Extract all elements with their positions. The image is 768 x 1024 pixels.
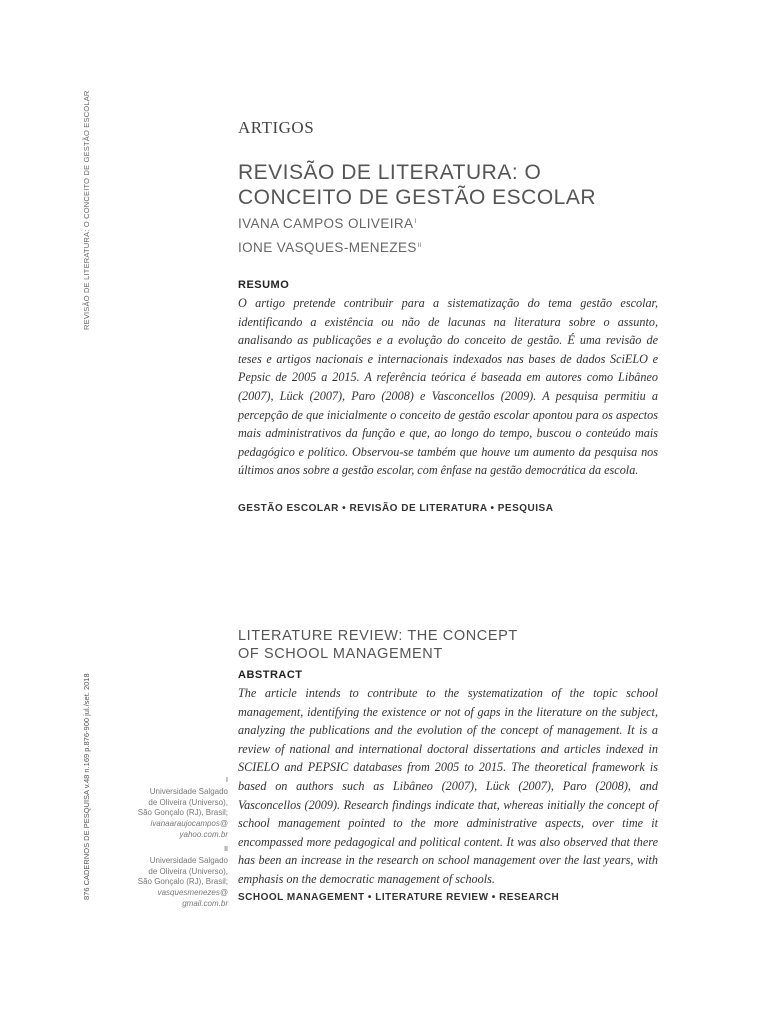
author-1-mark: I — [414, 218, 417, 225]
affiliation-1 — [110, 776, 228, 841]
affiliation-2-line1: Universidade Salgado — [149, 855, 228, 865]
title-en-line2: OF SCHOOL MANAGEMENT — [238, 646, 443, 662]
affiliation-2-line2: de Oliveira (Universo), — [148, 866, 228, 876]
affiliation-1-email-part2: yahoo.com.br — [179, 829, 228, 839]
resumo-keywords: GESTÃO ESCOLAR • REVISÃO DE LITERATURA • PESQUISA — [238, 503, 554, 514]
author-1-name: IVANA CAMPOS OLIVEIRA — [238, 216, 414, 231]
journal-info: 876 CADERNOS DE PESQUISA v.48 n.169 p.876-900 jul./set. 2018 — [82, 673, 91, 900]
abstract-heading: ABSTRACT — [238, 669, 303, 681]
abstract-keywords: SCHOOL MANAGEMENT • LITERATURE REVIEW • RESEARCH — [238, 892, 560, 903]
affiliation-2-mark: II — [224, 846, 228, 853]
resumo-text: O artigo pretende contribuir para a sistematização do tema gestão escolar, identificando a existência ou não de lacunas na literatura sobre o assunto, analisando as publicações e a evolução do conceito de gestão. É uma revisão de teses e artigos nacionais e internacionais indexados nas bases de dados SciELO e Pepsic de 2005 a 2015. A referência teórica é baseada em autores como Libâneo (2007), Lück (2007), Paro (2008) e Vasconcellos (2009). A pesquisa permitiu a percepção de que inicialmente o conceito de gestão escolar apontou para os aspectos mais administrativos da função e que, ao longo do tempo, buscou o conteúdo mais pedagógico e político. Observou-se também que houve um aumento da pesquisa nos últimos anos sobre a gestão escolar, com ênfase na gestão democrática da escola. — [238, 296, 658, 478]
affiliation-1-line3: São Gonçalo (RJ), Brasil; — [137, 808, 228, 818]
author-2-name: IONE VASQUES-MENEZES — [238, 240, 417, 255]
author-1 — [238, 216, 417, 231]
resumo-heading: RESUMO — [238, 279, 290, 291]
affiliation-2-email-part2: gmail.com.br — [182, 898, 228, 908]
affiliation-1-mark: I — [226, 777, 228, 784]
author-2 — [238, 240, 422, 255]
title-pt-line2: CONCEITO DE GESTÃO ESCOLAR — [238, 186, 597, 209]
affiliation-2-email-part1: vasquesmenezes@ — [157, 888, 228, 898]
article-title-pt — [238, 160, 678, 210]
running-header: REVISÃO DE LITERATURA: O CONCEITO DE GESTÃO ESCOLAR — [82, 90, 91, 330]
article-title-en — [238, 627, 658, 663]
author-2-mark: II — [417, 242, 422, 249]
title-pt-line1: REVISÃO DE LITERATURA: O — [238, 161, 542, 184]
affiliation-1-line2: de Oliveira (Universo), — [148, 797, 228, 807]
affiliation-1-line1: Universidade Salgado — [149, 786, 228, 796]
affiliation-1-email-part1: ivanaaraujocampos@ — [150, 819, 228, 829]
title-en-line1: LITERATURE REVIEW: THE CONCEPT — [238, 628, 518, 644]
abstract-text: The article intends to contribute to the systematization of the topic school management, identifying the existence or not of gaps in the literature on the subject, analyzing the publications and the evolution of the concept of management. It is a review of national and international doctoral dissertations and articles indexed in SCIELO and PEPSIC databases from 2005 to 2015. The theoretical framework is based on authors such as Libâneo (2007), Lück (2007), Paro (2008), and Vasconcellos (2009). Research findings indicate that, whereas initially the concept of school management pointed to the more administrative aspects, over time it encompassed more pedagogical and political content. It was also observed that there has been an increase in the research on school management over the last years, with emphasis on the democratic management of schools. — [238, 686, 658, 886]
affiliation-2-line3: São Gonçalo (RJ), Brasil; — [137, 877, 228, 887]
section-label: ARTIGOS — [238, 118, 315, 137]
affiliation-2 — [110, 845, 228, 910]
